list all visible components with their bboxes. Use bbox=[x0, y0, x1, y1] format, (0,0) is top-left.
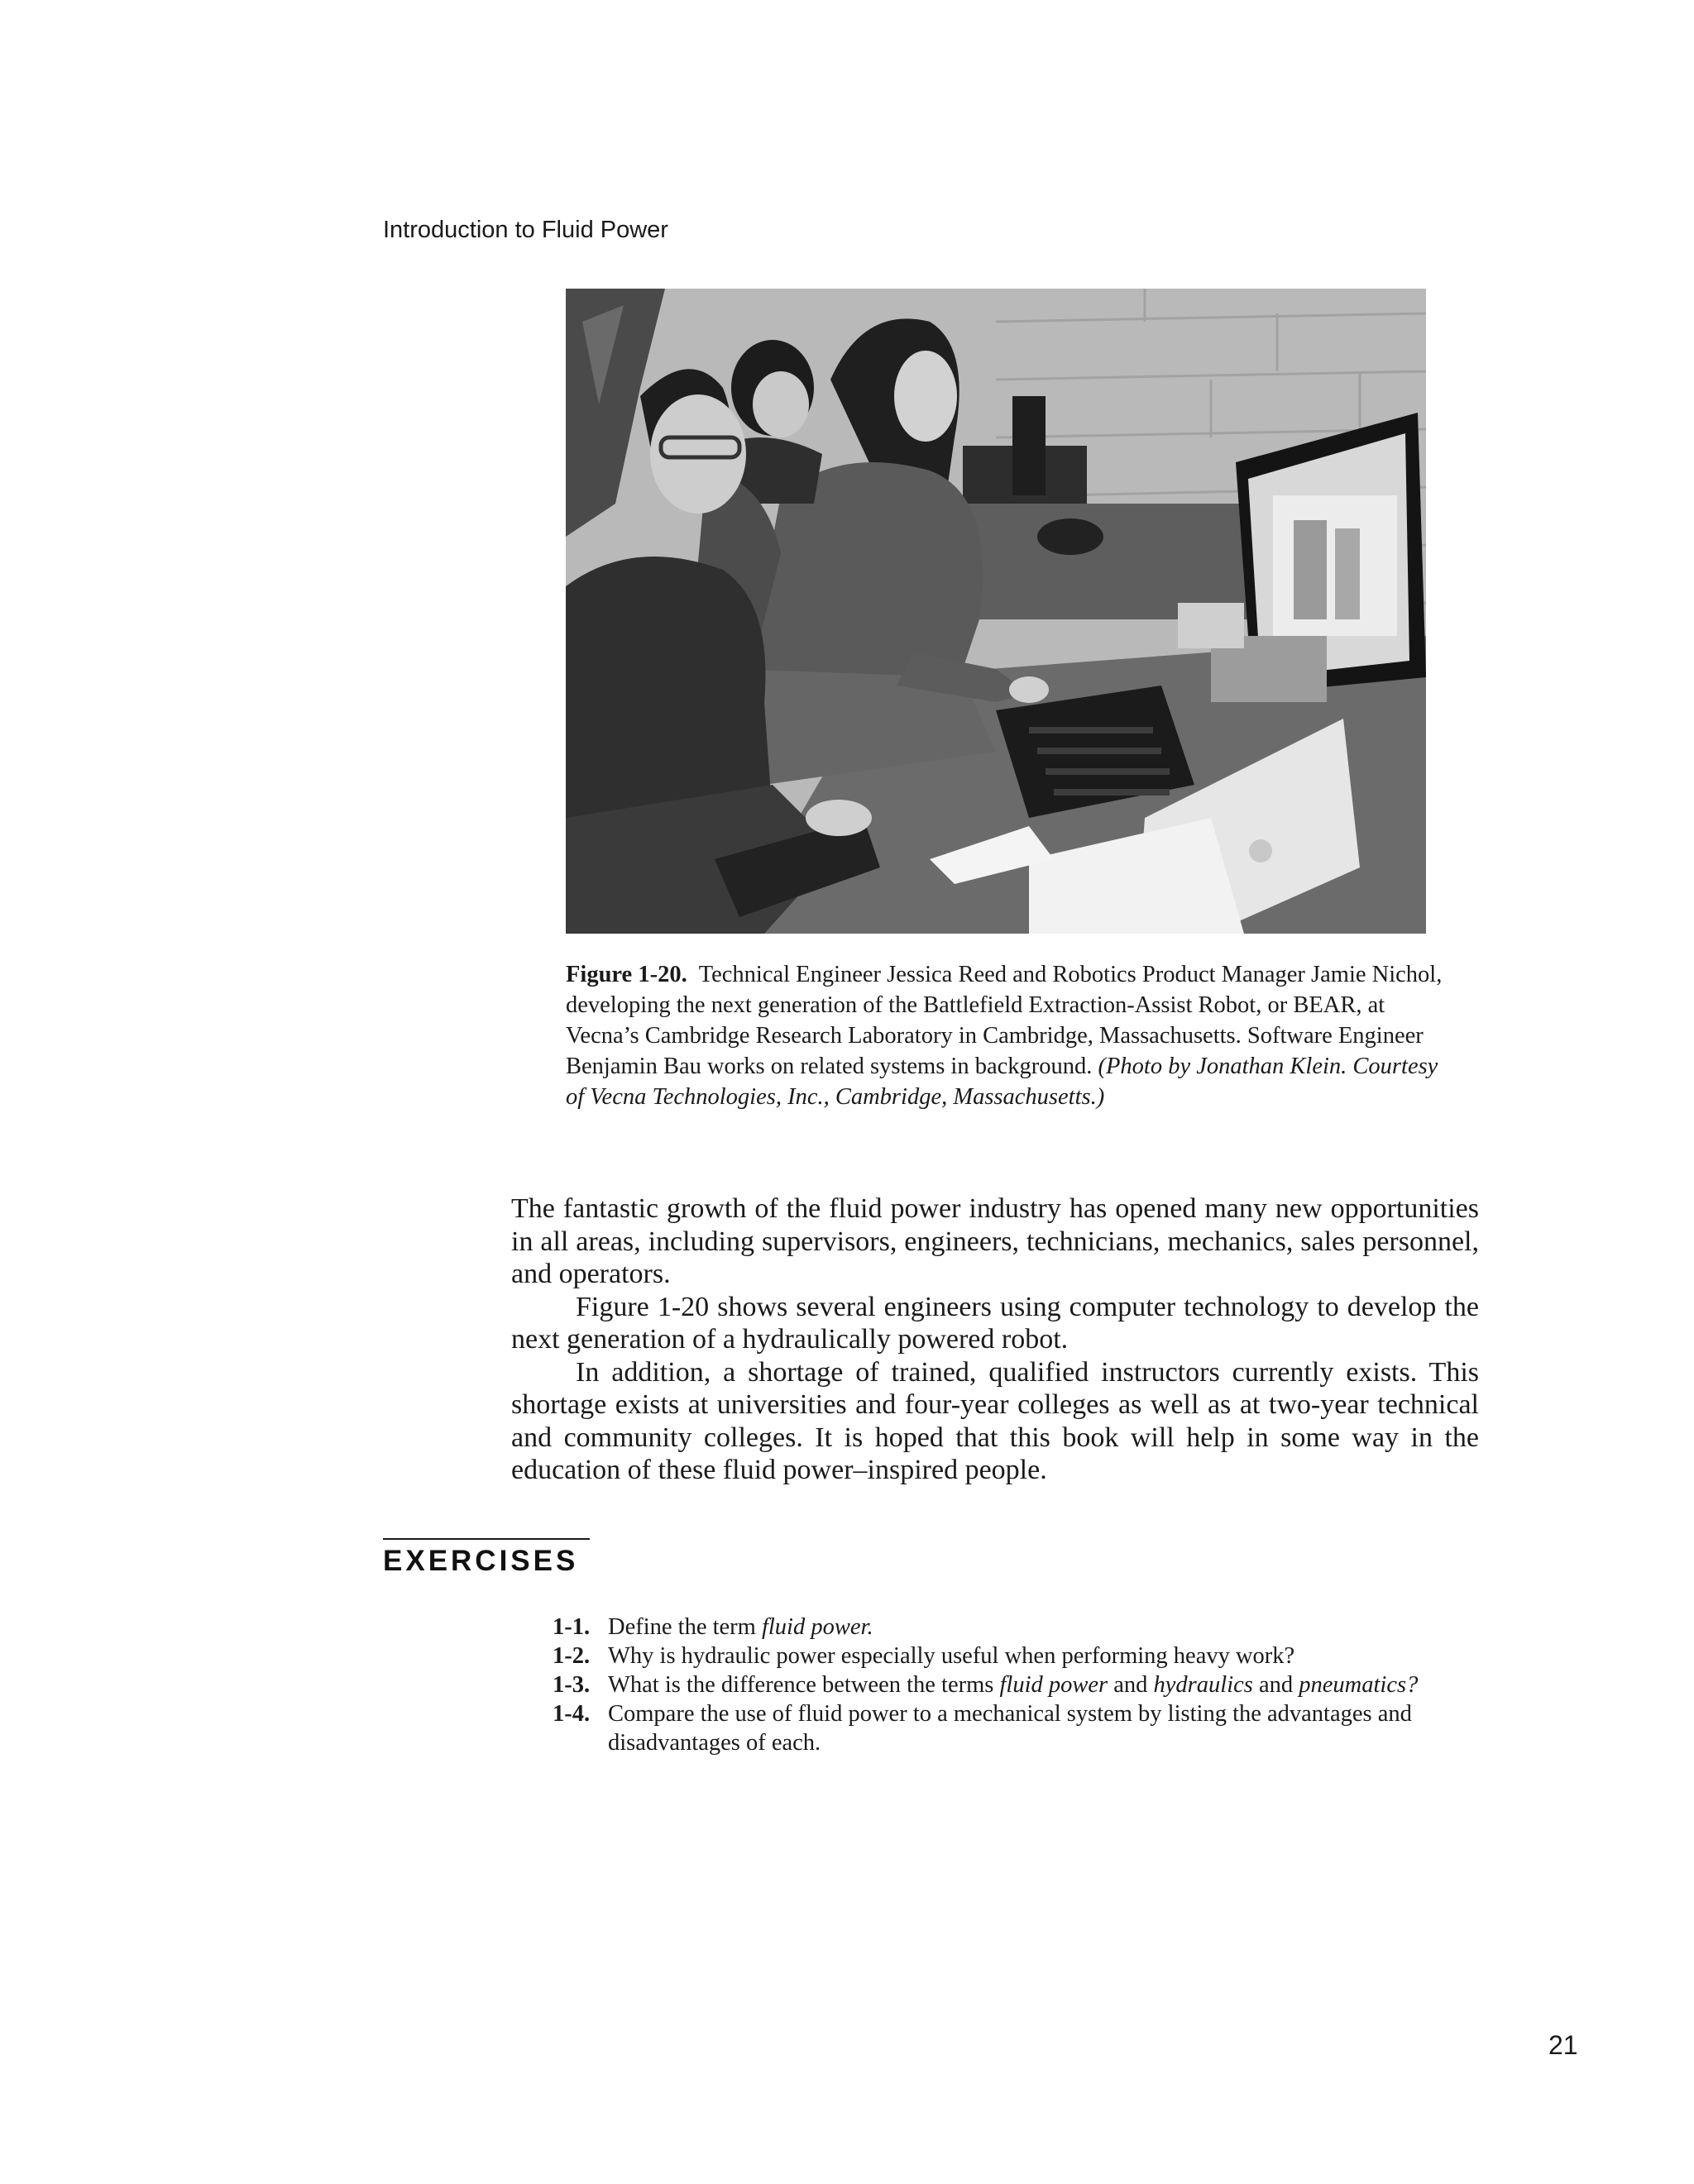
exercise-text: Why is hydraulic power especially useful when performing heavy work? bbox=[608, 1643, 1295, 1669]
exercise-number: 1-3. bbox=[553, 1672, 591, 1698]
exercise-text: Define the term fluid power. bbox=[608, 1614, 873, 1640]
body-paragraph-3: In addition, a shortage of trained, qualified instructors currently exists. This shortage exists at universities and four-year colleges as well as at two-year technical and community colleges. It is hoped that this book will help in some way in the education of these fluid power–inspired people. bbox=[511, 1356, 1479, 1485]
exercise-item bbox=[553, 1613, 1483, 1642]
figure-photo bbox=[566, 289, 1426, 934]
figure-caption-text: Technical Engineer Jessica Reed and Robotics Product Manager Jamie Nichol, developing the next generation of the Battlefield Extraction-Assist Robot, or BEAR, at Vecna’s Cambridge Research Laboratory in Cambridge, Massachusetts. Software Engineer Benjamin Bau works on related systems in background. bbox=[566, 962, 1443, 1079]
exercise-number: 1-4. bbox=[553, 1701, 591, 1727]
figure-credit: (Photo by Jonathan Klein. Courtesy of Vecna Technologies, Inc., Cambridge, Massachusetts.) bbox=[566, 1054, 1438, 1110]
body-paragraph-2: Figure 1-20 shows several engineers using computer technology to develop the next generation of a hydraulically powered robot. bbox=[511, 1291, 1479, 1355]
exercises-rule bbox=[383, 1538, 590, 1540]
running-head: Introduction to Fluid Power bbox=[383, 217, 668, 243]
exercise-text: What is the difference between the terms fluid power and hydraulics and pneumatics? bbox=[608, 1672, 1419, 1698]
exercise-text: Compare the use of fluid power to a mechanical system by listing the advantages and disadvantages of each. bbox=[608, 1701, 1412, 1756]
page-number: 21 bbox=[1548, 2030, 1578, 2060]
figure-caption bbox=[566, 959, 1443, 1112]
exercise-list bbox=[553, 1613, 1483, 1757]
exercise-item bbox=[553, 1642, 1483, 1670]
exercise-item bbox=[553, 1699, 1483, 1757]
exercises-heading: EXERCISES bbox=[383, 1545, 579, 1577]
figure-label: Figure 1-20. bbox=[566, 962, 687, 987]
exercise-number: 1-1. bbox=[553, 1614, 591, 1640]
exercise-item bbox=[553, 1670, 1483, 1699]
exercise-number: 1-2. bbox=[553, 1643, 591, 1669]
body-text bbox=[511, 1192, 1479, 1487]
body-paragraph-1: The fantastic growth of the fluid power industry has opened many new opportunities in all areas, including supervisors, engineers, technicians, mechanics, sales personnel, and operators. bbox=[511, 1193, 1479, 1289]
